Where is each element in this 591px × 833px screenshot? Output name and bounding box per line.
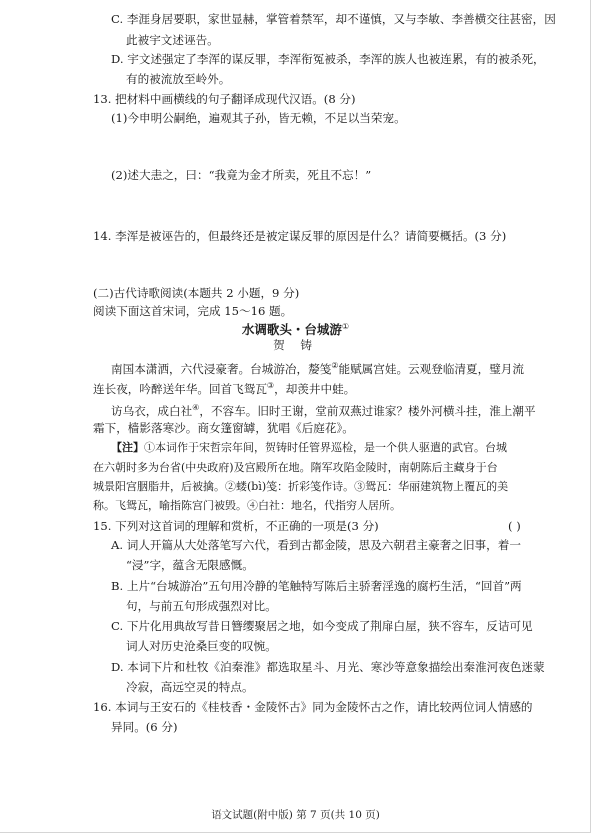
poem-note-marker-3: ③ bbox=[266, 381, 275, 390]
poem-line-3b: ，不容车。旧时王谢，堂前双燕过谁家？楼外河横斗挂，淮上潮平 bbox=[199, 403, 536, 418]
poem-line-3 bbox=[111, 400, 536, 419]
q12-option-d-line1: D. 宇文述强定了李浑的谋反罪，李浑衔冤被杀，李浑的族人也被连累，有的被杀死， bbox=[111, 52, 545, 66]
q16-stem-line2: 异同。(6 分) bbox=[111, 720, 178, 734]
poem-line-2a: 连长夜，吟醉送年华。回首飞鸳瓦 bbox=[93, 381, 267, 396]
poem-title-note: ① bbox=[341, 321, 350, 331]
poem-title bbox=[0, 320, 591, 338]
note-line-3: 城景阳宫胭脂井，后被擒。②蝼(bì)笺：折彩笺作诗。③鸳瓦：华丽建筑物上覆瓦的美 bbox=[93, 480, 509, 493]
q16-stem-line1: 16. 本词与王安石的《桂枝香・金陵怀古》同为金陵怀古之作，请比较两位词人情感的 bbox=[93, 700, 533, 714]
note-line-1-text: ①本词作于宋哲宗年间，贺铸时任管界巡检，是一个供人驱遣的武官。台城 bbox=[144, 441, 507, 454]
q15-option-b-line2: 句，与前五句形成强烈对比。 bbox=[126, 599, 277, 613]
poem-note-marker-4: ④ bbox=[192, 403, 200, 412]
poem-line-1b: 能赋属宫娃。云观登临清夏，璧月流 bbox=[338, 361, 524, 376]
q12-option-c-line2: 此被宇文述诬告。 bbox=[126, 33, 219, 47]
note-line-2: 在六朝时多为台省(中央政府)及宫殿所在地。隋军攻陷金陵时，南朝陈后主藏身于台 bbox=[93, 461, 498, 474]
q12-option-d-line2: 有的被流放至岭外。 bbox=[126, 72, 231, 86]
q15-option-c-line1: C. 下片化用典故写昔日簪缨聚居之地，如今变成了荆扉白屋，狭不容车，反诘可见 bbox=[111, 619, 533, 633]
note-line-4: 称。飞鸳瓦，喻指陈宫门被毁。④白社：地名，代指穷人居所。 bbox=[93, 499, 401, 512]
q14-stem: 14. 李浑是被诬告的，但最终还是被定谋反罪的原因是什么？请简要概括。(3 分) bbox=[93, 229, 507, 243]
q15-option-d-line1: D. 本词下片和杜牧《泊秦淮》都选取星斗、月光、寒沙等意象描绘出秦淮河夜色迷蒙 bbox=[111, 660, 545, 674]
section-instruction: 阅读下面这首宋词，完成 15～16 题。 bbox=[93, 304, 293, 318]
note-line-1 bbox=[111, 440, 507, 456]
q15-option-c-line2: 词人对历史沧桑巨变的叹惋。 bbox=[126, 639, 277, 653]
section-heading: (二)古代诗歌阅读(本题共 2 小题，9 分) bbox=[93, 286, 300, 300]
q15-option-a-line1: A. 词人开篇从大处落笔写六代，看到古都金陵，思及六朝君主豪奢之旧事，着一 bbox=[111, 538, 521, 552]
q15-option-b-line1: B. 上片“台城游冶”五句用冷静的笔触特写陈后主骄奢淫逸的腐朽生活，“回首”两 bbox=[111, 579, 522, 593]
q15-answer-bracket[interactable]: ( ) bbox=[508, 519, 521, 533]
poem-title-text: 水调歌头・台城游 bbox=[241, 322, 342, 337]
poem-author: 贺 铸 bbox=[273, 338, 318, 352]
page-footer: 语文试题(附中版) 第 7 页(共 10 页) bbox=[211, 809, 380, 821]
q15-option-a-line2: “浸”字，蕴含无限感慨。 bbox=[126, 558, 254, 572]
poem-line-2 bbox=[93, 378, 355, 397]
q13-sentence-2: (2)述大恚之，曰：“我竟为金才所卖，死且不忘！” bbox=[111, 168, 372, 182]
poem-line-3a: 访乌衣，成白社 bbox=[111, 403, 193, 418]
poem-line-4: 霜下，樯影落寒沙。商女篷窗罅，犹唱《后庭花》。 bbox=[93, 421, 354, 435]
poem-line-1 bbox=[111, 358, 524, 377]
note-label: 【注】 bbox=[111, 441, 144, 454]
q15-option-d-line2: 冷寂，高远空灵的特点。 bbox=[126, 680, 254, 694]
poem-note-marker-2: ② bbox=[331, 361, 339, 370]
q12-option-c-line1: C. 李涯身居要职，家世显赫，掌管着禁军，却不谨慎，又与李敏、李善横交往甚密，因 bbox=[111, 12, 556, 26]
poem-line-2b: ，却羡井中蛙。 bbox=[274, 381, 356, 396]
poem-line-1a: 南国本潇洒，六代浸豪奢。台城游冶，嫠笺 bbox=[111, 361, 332, 376]
q13-stem: 13. 把材料中画横线的句子翻译成现代汉语。(8 分) bbox=[93, 92, 356, 106]
q13-sentence-1: (1)今申明公嗣绝，遍观其子孙，皆无赖，不足以当荣宠。 bbox=[111, 111, 406, 125]
q15-stem: 15. 下列对这首词的理解和赏析，不正确的一项是(3 分) bbox=[93, 519, 379, 533]
